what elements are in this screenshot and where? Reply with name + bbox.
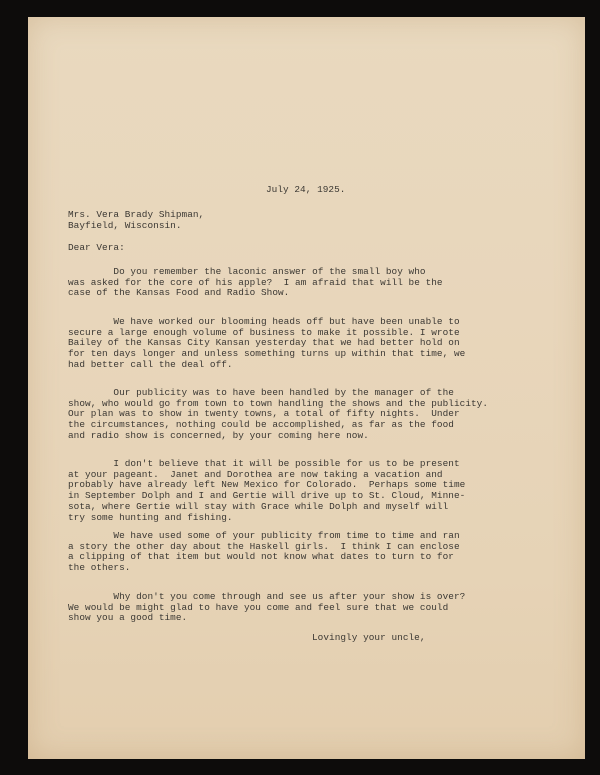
paragraph-line: Our publicity was to have been handled by the manager of the <box>68 387 454 398</box>
paragraph-line: probably have already left New Mexico for Colorado. Perhaps some time <box>68 479 466 491</box>
letter-date: July 24, 1925. <box>266 184 346 195</box>
paragraph-line: Why don't you come through and see us after your show is over? <box>68 591 466 602</box>
paragraph-line: a clipping of that item but would not know what dates to turn to for <box>68 551 454 563</box>
recipient-name: Mrs. Vera Brady Shipman, <box>68 209 205 220</box>
paragraph-line: was asked for the core of his apple? I am afraid that will be the <box>68 276 443 288</box>
paragraph-4 <box>68 459 465 523</box>
paragraph-3 <box>68 388 488 442</box>
letter-closing: Lovingly your uncle, <box>312 632 426 643</box>
paragraph-line: Our plan was to show in twenty towns, a total of fifty nights. Under <box>68 408 460 420</box>
salutation: Dear Vera: <box>68 242 125 253</box>
recipient-location: Bayfield, Wisconsin. <box>68 220 182 231</box>
paragraph-line: had better call the deal off. <box>68 358 233 370</box>
paragraph-5 <box>68 531 460 574</box>
paragraph-line: the circumstances, nothing could be accomplished, as far as the food <box>68 419 454 431</box>
paragraph-line: and radio show is concerned, by your coming here now. <box>68 429 369 441</box>
paragraph-line: sota, where Gertie will stay with Grace while Dolph and myself will <box>68 500 449 512</box>
paragraph-line: Bailey of the Kansas City Kansan yesterday that we had better hold on <box>68 337 460 349</box>
paragraph-line: at your pageant. Janet and Dorothea are now taking a vacation and <box>68 468 443 480</box>
paragraph-line: for ten days longer and unless something turns up within that time, we <box>68 348 466 360</box>
letter-page <box>28 17 585 759</box>
paragraph-2 <box>68 317 465 371</box>
paragraph-6 <box>68 592 465 624</box>
paragraph-line: the others. <box>68 562 131 574</box>
paragraph-line: show, who would go from town to town handling the shows and the publicity. <box>68 397 489 409</box>
paragraph-line: We would be might glad to have you come and feel sure that we could <box>68 601 449 613</box>
paragraph-line: a story the other day about the Haskell girls. I think I can enclose <box>68 540 460 552</box>
paragraph-line: We have used some of your publicity from time to time and ran <box>68 530 460 541</box>
paragraph-line: show you a good time. <box>68 612 188 624</box>
paragraph-line: case of the Kansas Food and Radio Show. <box>68 287 290 299</box>
paragraph-line: I don't believe that it will be possible for us to be present <box>68 458 460 469</box>
paragraph-1 <box>68 267 443 299</box>
paragraph-line: Do you remember the laconic answer of the small boy who <box>68 266 426 277</box>
paragraph-line: secure a large enough volume of business to make it possible. I wrote <box>68 326 460 338</box>
paragraph-line: try some hunting and fishing. <box>68 511 233 523</box>
paragraph-line: in September Dolph and I and Gertie will drive up to St. Cloud, Minne- <box>68 490 466 502</box>
paragraph-line: We have worked our blooming heads off but have been unable to <box>68 316 460 327</box>
